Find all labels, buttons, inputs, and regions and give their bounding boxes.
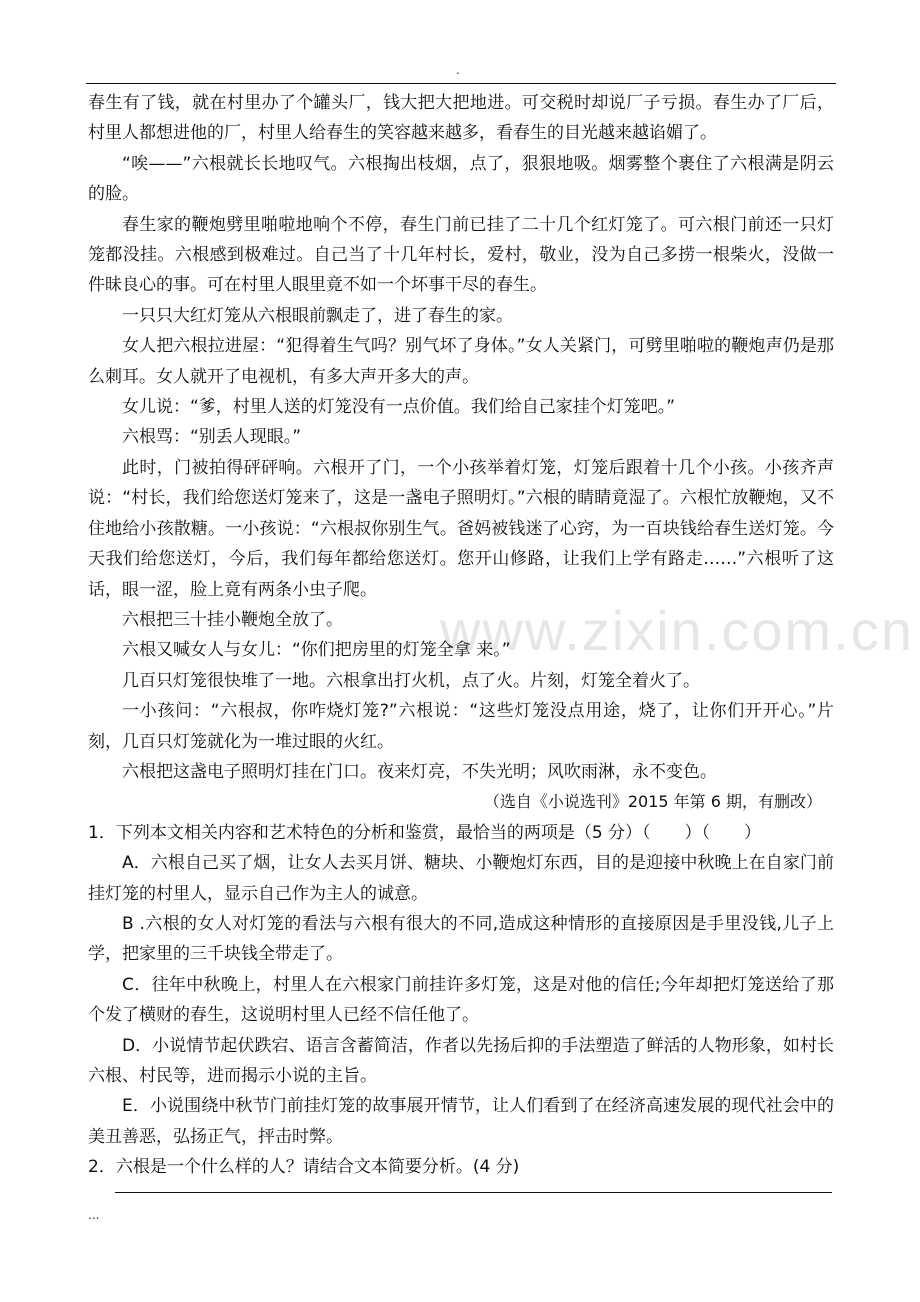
story-paragraph: 一只只大红灯笼从六根眼前飘走了，进了春生的家。 <box>122 305 513 326</box>
option-a: A．六根自己买了烟，让女人去买月饼、糖块、小鞭炮灯东西，目的是迎接中秋晚上在自家门前挂灯笼的村里人，显示自己作为主人的诚意。 <box>88 853 834 904</box>
story-paragraph: 一小孩问：“六根叔，你咋烧灯笼?”六根说：“这些灯笼没点用途，烧了，让你们开开心。”片刻，几百只灯笼就化为一堆过眼的火红。 <box>88 701 834 752</box>
header-rule <box>86 83 836 84</box>
question-2: 2．六根是一个什么样的人？请结合文本简要分析。(4 分) <box>88 1157 520 1178</box>
story-paragraph: 春生有了钱，就在村里办了个罐头厂，钱大把大把地进。可交税时却说厂子亏损。春生办了厂后，村里人都想进他的厂，村里人给春生的笑容越来越多，看春生的目光越来越谄媚了。 <box>88 93 834 144</box>
story-paragraph: 春生家的鞭炮劈里啪啦地响个不停，春生门前已挂了二十几个红灯笼了。可六根门前还一只灯笼都没挂。六根感到极难过。自己当了十几年村长，爱村，敬业，没为自己多捞一根柴火，没做一件昧良心的事。可在村里人眼里竟不如一个坏事干尽的春生。 <box>88 214 834 296</box>
document-body <box>88 88 834 1183</box>
story-paragraph: 六根骂：“别丢人现眼。” <box>122 427 302 448</box>
story-paragraph: 女儿说：“爹，村里人送的灯笼没有一点价值。我们给自己家挂个灯笼吧。” <box>122 397 676 418</box>
answer-line <box>115 1192 832 1193</box>
story-paragraph: 六根把三十挂小鞭炮全放了。 <box>122 609 343 630</box>
story-paragraph: 几百只灯笼很快堆了一地。六根拿出打火机，点了火。片刻，灯笼全着火了。 <box>122 670 700 691</box>
story-paragraph: 女人把六根拉进屋：“犯得着生气吗？别气坏了身体。”女人关紧门，可劈里啪啦的鞭炮声仍是那么刺耳。女人就开了电视机，有多大声开多大的声。 <box>88 336 834 387</box>
story-paragraph: “唉——”六根就长长地叹气。六根掏出枝烟，点了，狠狠地吸。烟雾整个裹住了六根满是阴云的脸。 <box>88 153 834 205</box>
story-paragraph: 六根把这盏电子照明灯挂在门口。夜来灯亮，不失光明；风吹雨淋，永不变色。 <box>122 761 717 782</box>
option-c: C．往年中秋晚上，村里人在六根家门前挂许多灯笼，这是对他的信任;今年却把灯笼送给了那个发了横财的春生，这说明村里人已经不信任他了。 <box>88 974 834 1026</box>
header-dot: . <box>456 63 460 77</box>
option-b: B .六根的女人对灯笼的看法与六根有很大的不同,造成这种情形的直接原因是手里没钱,儿子上学，把家里的三千块钱全带走了。 <box>88 913 834 965</box>
story-paragraph: 此时，门被拍得砰砰响。六根开了门，一个小孩举着灯笼，灯笼后跟着十几个小孩。小孩齐声说：“村长，我们给您送灯笼来了，这是一盏电子照明灯。”六根的睛睛竟湿了。六根忙放鞭炮，又不住地给小孩散糖。一小孩说：“六根叔你别生气。爸妈被钱迷了心窍，为一百块钱给春生送灯笼。今天我们给您送灯，今后，我们每年都给您送灯。您开山修路，让我们上学有路走……”六根听了这话，眼一涩，脸上竟有两条小虫子爬。 <box>88 457 834 600</box>
source-citation: （选自《小说选刊》2015 年第 6 期，有删改） <box>483 792 822 812</box>
option-d: D．小说情节起伏跌宕、语言含蓄简洁，作者以先扬后抑的手法塑造了鲜活的人物形象，如村长六根、村民等，进而揭示小说的主旨。 <box>88 1035 834 1086</box>
watermark: www.zixin.com.cn <box>440 599 914 662</box>
question-1: 1．下列本文相关内容和艺术特色的分析和鉴赏，最恰当的两项是（5 分）（ ）（ ） <box>88 822 762 843</box>
footer-dots: ... <box>88 1208 100 1222</box>
story-paragraph: 六根又喊女人与女儿：“你们把房里的灯笼全拿 来。” <box>122 640 511 661</box>
option-e: E．小说围绕中秋节门前挂灯笼的故事展开情节，让人们看到了在经济高速发展的现代社会中的美丑善恶，弘扬正气，抨击时弊。 <box>88 1096 834 1147</box>
